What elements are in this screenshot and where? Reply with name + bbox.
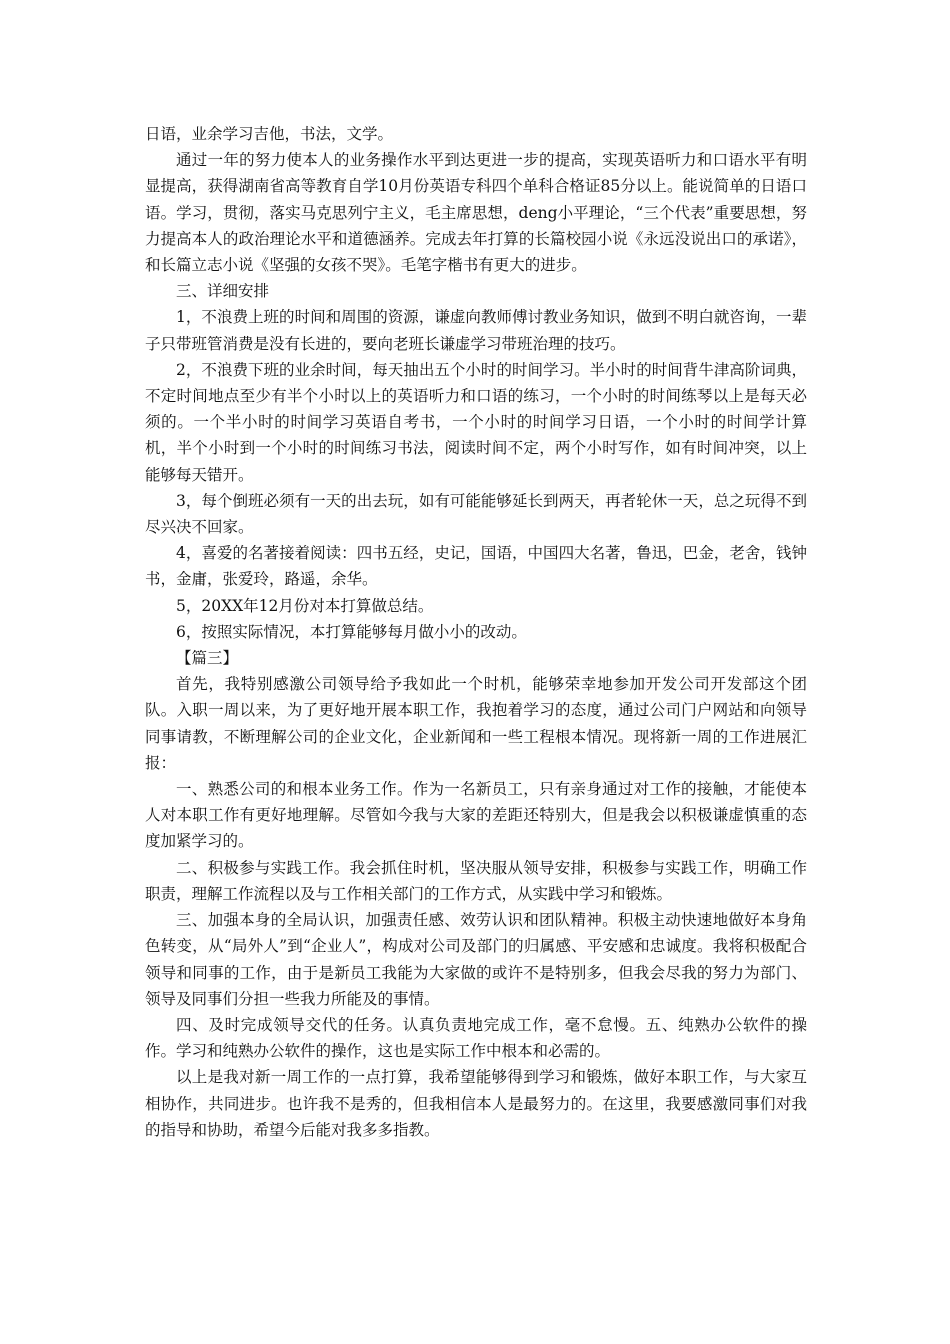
section-heading: 三、详细安排 bbox=[176, 282, 270, 301]
paragraph: 四、及时完成领导交代的任务。认真负责地完成工作，毫不怠慢。五、纯熟办公软件的操作。学习和纯熟办公软件的操作，这也是实际工作中根本和必需的。 bbox=[145, 1015, 807, 1061]
paragraph: 1，不浪费上班的时间和周围的资源，谦虚向教师傅讨教业务知识，做到不明白就咨询，一辈子只带班管消费是没有长进的，要向老班长谦虚学习带班治理的技巧。 bbox=[145, 308, 807, 353]
paragraph: 5，20XX年12月份对本打算做总结。 bbox=[176, 596, 434, 615]
paragraph: 2，不浪费下班的业余时间，每天抽出五个小时的时间学习。半小时的时间背牛津高阶词典，不定时间地点至少有半个小时以上的英语听力和口语的练习，一个小时的时间练琴以上是每天必须的。一个半小时的时间学习英语自考书，一个小时的时间学习日语，一个小时的时间学计算机，半个小时到一个小时的时间练习书法，阅读时间不定，两个小时写作，如有时间冲突，以上能够每天错开。 bbox=[145, 360, 807, 484]
section-heading: 【篇三】 bbox=[176, 649, 239, 668]
document-body bbox=[145, 121, 807, 1143]
paragraph: 6，按照实际情况，本打算能够每月做小小的改动。 bbox=[176, 622, 527, 641]
paragraph: 一、熟悉公司的和根本业务工作。作为一名新员工，只有亲身通过对工作的接触，才能使本人对本职工作有更好地理解。尽管如今我与大家的差距还特别大，但是我会以积极谦虚慎重的态度加紧学习的。 bbox=[145, 780, 807, 851]
paragraph: 二、积极参与实践工作。我会抓住时机，坚决服从领导安排，积极参与实践工作，明确工作职责，理解工作流程以及与工作相关部门的工作方式，从实践中学习和锻炼。 bbox=[145, 858, 807, 903]
paragraph: 日语，业余学习吉他，书法，文学。 bbox=[145, 125, 394, 143]
paragraph: 4，喜爱的名著接着阅读：四书五经，史记，国语，中国四大名著，鲁迅，巴金，老舍，钱钟书，金庸，张爱玲，路遥，余华。 bbox=[145, 544, 807, 589]
paragraph: 通过一年的努力使本人的业务操作水平到达更进一步的提高，实现英语听力和口语水平有明显提高，获得湖南省高等教育自学10月份英语专科四个单科合格证85分以上。能说简单的日语口语。学习，贯彻，落实马克思列宁主义，毛主席思想，deng小平理论，“三个代表”重要思想，努力提高本人的政治理论水平和道德涵养。完成去年打算的长篇校园小说《永远没说出口的承诺》，和长篇立志小说《坚强的女孩不哭》。毛笔字楷书有更大的进步。 bbox=[145, 151, 807, 275]
paragraph: 首先，我特别感激公司领导给予我如此一个时机，能够荣幸地参加开发公司开发部这个团队。入职一周以来，为了更好地开展本职工作，我抱着学习的态度，通过公司门户网站和向领导同事请教，不断理解公司的企业文化，企业新闻和一些工程根本情况。现将新一周的工作进展汇报： bbox=[145, 675, 807, 772]
paragraph: 3，每个倒班必须有一天的出去玩，如有可能能够延长到两天，再者轮休一天，总之玩得不到尽兴决不回家。 bbox=[145, 491, 807, 537]
paragraph: 以上是我对新一周工作的一点打算，我希望能够得到学习和锻炼，做好本职工作，与大家互相协作，共同进步。也许我不是秀的，但我相信本人是最努力的。在这里，我要感激同事们对我的指导和协助，希望今后能对我多多指教。 bbox=[145, 1068, 807, 1139]
paragraph: 三、加强本身的全局认识，加强责任感、效劳认识和团队精神。积极主动快速地做好本身角色转变，从“局外人”到“企业人”，构成对公司及部门的归属感、平安感和忠诚度。我将积极配合领导和同事的工作，由于是新员工我能为大家做的或许不是特别多，但我会尽我的努力为部门、领导及同事们分担一些我力所能及的事情。 bbox=[145, 911, 807, 1008]
